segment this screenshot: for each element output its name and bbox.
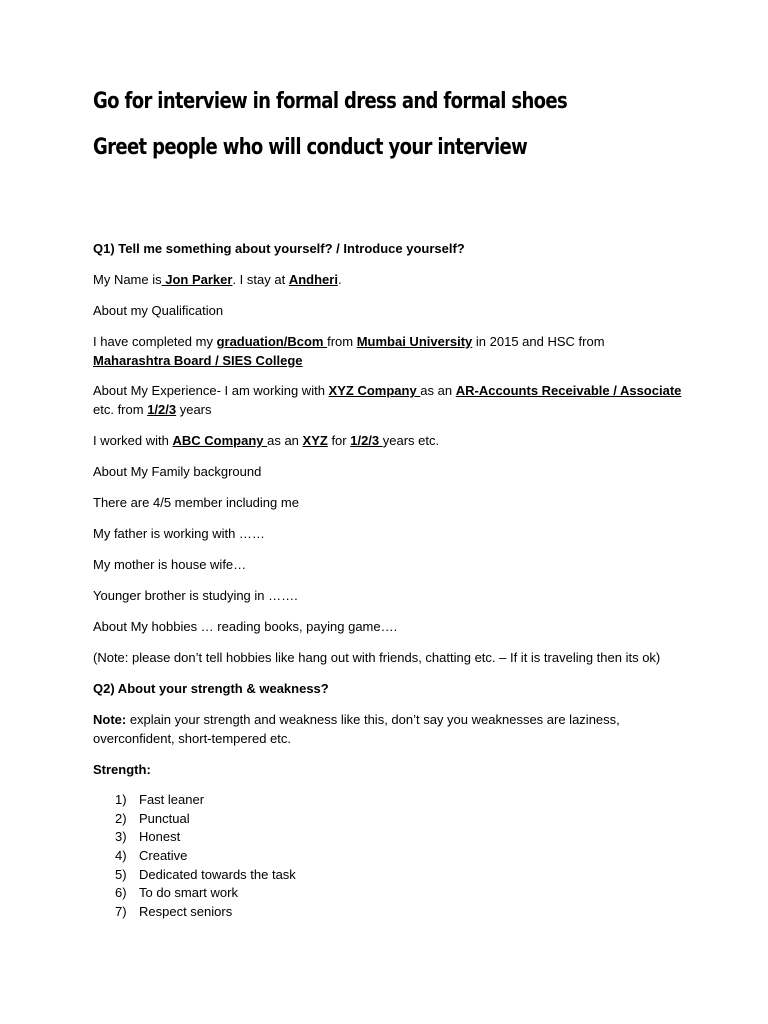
family-mother: My mother is house wife… [93,557,247,572]
list-number: 1) [115,792,127,807]
list-number: 7) [115,904,127,920]
name-pre: My Name is [93,272,162,287]
q1-question: Q1) Tell me something about yourself? / Introduce yourself? [93,241,465,256]
exp-role: AR-Accounts Receivable / Associate [455,383,682,398]
name-value: Jon Parker [161,272,233,287]
exp-years: 1/2/3 [147,402,177,417]
qual-pre: I have completed my [93,334,217,349]
qual-degree: graduation/Bcom [216,334,328,349]
list-text: Respect seniors [139,904,233,920]
worked-line [93,431,439,450]
list-number: 5) [115,866,127,882]
heading-greet: Greet people who will conduct your interview [93,135,528,160]
worked-pre: I worked with [93,433,173,448]
list-item [93,810,296,829]
list-text: Honest [139,829,181,845]
list-item [93,791,296,810]
heading-dress-code: Go for interview in formal dress and formal shoes [93,89,568,114]
list-text: Creative [139,848,188,864]
q2-note-line-2: overconfident, short-tempered etc. [93,731,291,746]
exp-as: as an [420,383,456,398]
worked-post: years etc. [382,433,440,448]
list-number: 2) [115,810,127,826]
name-mid: . I stay at [232,272,289,287]
list-text: Fast leaner [139,792,205,807]
exp-pre: About My Experience- I am working with [93,383,329,398]
list-item [93,884,296,903]
worked-for: for [327,433,351,448]
name-post: . [337,272,342,287]
worked-role: XYZ [302,433,328,448]
q2-note-label: Note: [93,712,127,727]
q2-question: Q2) About your strength & weakness? [93,681,329,696]
qualification-heading: About my Qualification [93,303,224,318]
qual-university: Mumbai University [356,334,473,349]
q2-note-text: explain your strength and weakness like this, don’t say you weaknesses are laziness, [126,712,620,727]
experience-line [93,381,681,400]
family-heading: About My Family background [93,464,262,479]
list-item [93,847,296,866]
qualification-line [93,332,605,351]
qual-post: in 2015 and HSC from [472,334,605,349]
worked-years: 1/2/3 [350,433,383,448]
hobbies-line: About My hobbies … reading books, paying game…. [93,619,398,634]
qualification-board-line [93,351,303,370]
hobbies-note: (Note: please don’t tell hobbies like hang out with friends, chatting etc. – If it is traveling then its ok) [93,650,661,665]
list-item [93,866,296,885]
list-number: 4) [115,848,127,864]
exp-line2-pre: etc. from [93,402,148,417]
list-text: Punctual [139,810,190,826]
place-value: Andheri [288,272,338,287]
list-number: 3) [115,829,127,845]
list-text: To do smart work [139,885,238,901]
experience-line-2 [93,400,212,419]
qual-board: Maharashtra Board / SIES College [93,353,303,368]
worked-company: ABC Company [172,433,268,448]
family-father: My father is working with …… [93,526,265,541]
list-item [93,828,296,847]
family-members: There are 4/5 member including me [93,495,299,510]
exp-line2-post: years [176,402,212,417]
q2-note-line-1 [93,710,620,729]
family-brother: Younger brother is studying in ……. [93,588,298,603]
worked-as: as an [267,433,303,448]
list-text: Dedicated towards the task [139,866,296,882]
name-line [93,270,342,289]
exp-company: XYZ Company [328,383,421,398]
strength-list [93,791,296,922]
strength-heading: Strength: [93,762,151,777]
list-number: 6) [115,885,127,901]
list-item [93,903,296,922]
qual-from: from [327,334,357,349]
